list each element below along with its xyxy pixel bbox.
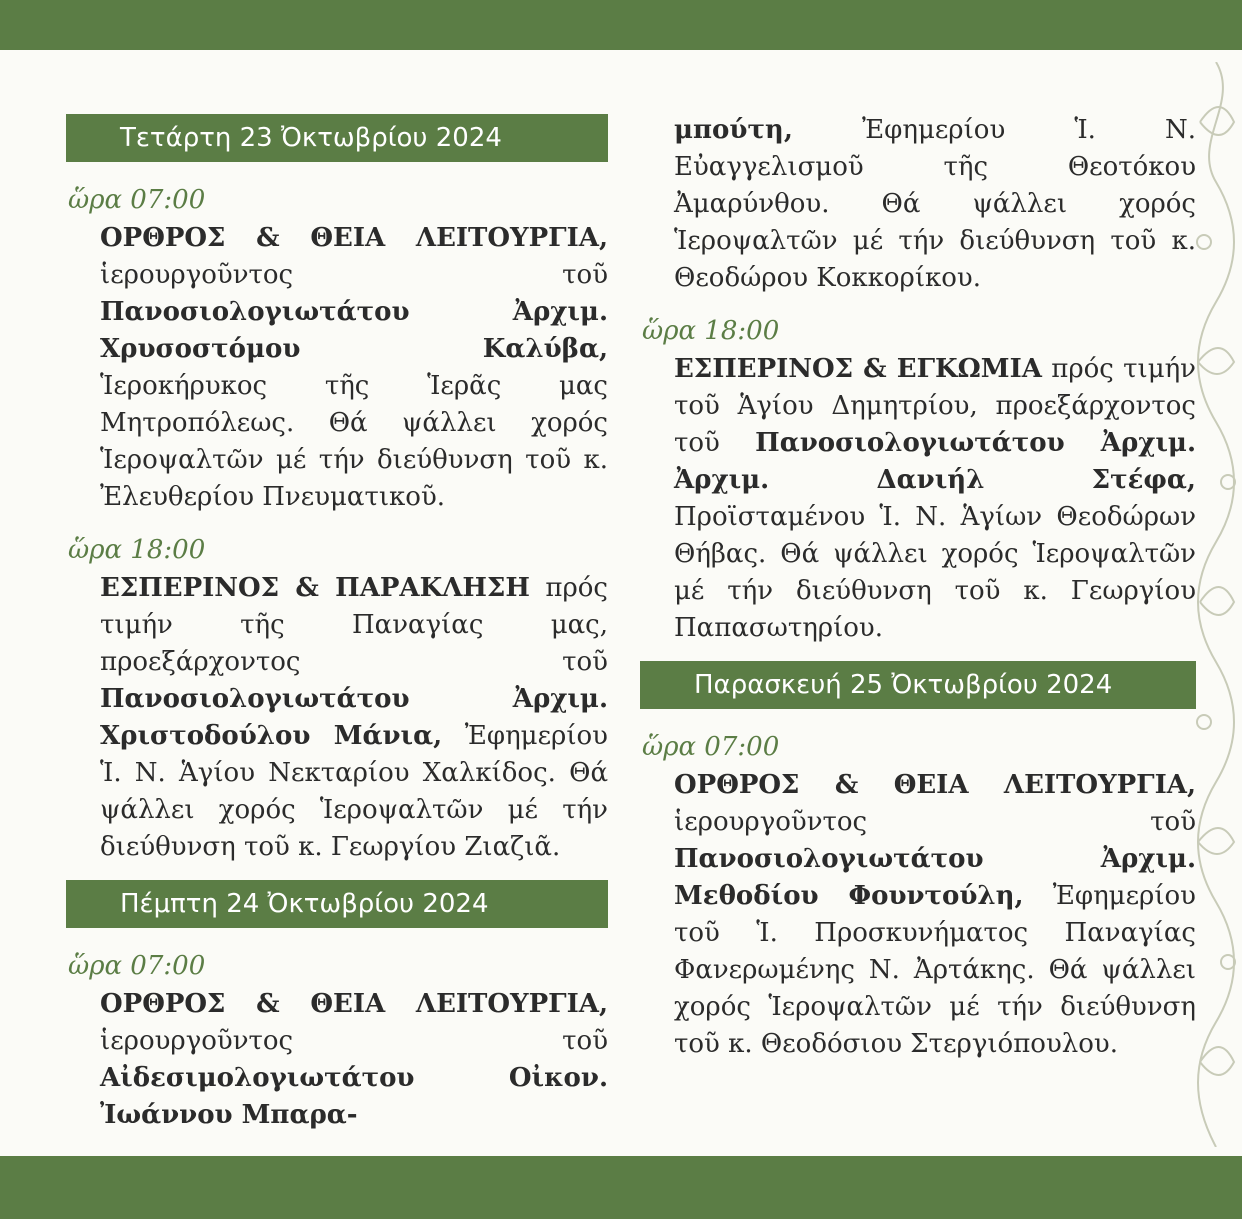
text: πρός τιμήν τοῦ Ἁγίου Δημητρίου, προεξάρχοντος τοῦ — [674, 354, 1196, 458]
text: Ἐφημερίου Ἱ. Ν. Εὐαγγελισμοῦ τῆς Θεοτόκου Ἀμαρύνθου. Θά ψάλλει χορός Ἱεροψαλτῶν μέ τήν διεύθυνση τοῦ κ. Θεοδώρου Κοκκορίκου. — [674, 115, 1196, 293]
service-time: ὥρα 18:00 — [642, 316, 780, 346]
service-title: ΕΣΠΕΡΙΝΟΣ & ΠΑΡΑΚΛΗΣΗ — [100, 573, 530, 603]
text: πρός τιμήν τῆς Παναγίας μας, προεξάρχοντος τοῦ — [100, 573, 608, 677]
bottom-green-band — [0, 1156, 1242, 1219]
celebrant-name: μπούτη, — [674, 115, 793, 145]
text: Ἱεροκήρυκος τῆς Ἱερᾶς μας Μητροπόλεως. Θά ψάλλει χορός Ἱεροψαλτῶν μέ τήν διεύθυνση τοῦ κ. Ἐλευθερίου Πνευματικοῦ. — [100, 371, 608, 512]
day-header-wednesday: Τετάρτη 23 Ὀκτωβρίου 2024 — [66, 114, 608, 162]
celebrant-name: Πανοσιολογιωτάτου Ἀρχιμ. Ἀρχιμ. Δανιήλ Στέφα, — [674, 428, 1196, 495]
text: Ἐφημερίου Ἱ. Ν. Ἁγίου Νεκταρίου Χαλκίδος. Θά ψάλλει χορός Ἱεροψαλτῶν μέ τήν διεύθυνση τοῦ κ. Γεωργίου Ζιαζιᾶ. — [100, 721, 608, 862]
celebrant-name: Πανοσιολογιωτάτου Ἀρχιμ. Μεθοδίου Φουντούλη, — [674, 844, 1196, 911]
right-column — [640, 114, 1196, 1063]
service-description — [100, 986, 608, 1134]
service-description — [100, 220, 608, 516]
celebrant-name: Πανοσιολογιωτάτου Ἀρχιμ. Χρυσοστόμου Καλύβα, — [100, 297, 608, 364]
service-time: ὥρα 07:00 — [68, 951, 206, 981]
day-header-thursday: Πέμπτη 24 Ὀκτωβρίου 2024 — [66, 880, 608, 928]
service-time: ὥρα 18:00 — [68, 535, 206, 565]
floral-ornament-border — [1190, 62, 1242, 1147]
top-green-band — [0, 0, 1242, 50]
left-column — [66, 114, 608, 1134]
service-time: ὥρα 07:00 — [68, 185, 206, 215]
text: ἱερουργοῦντος τοῦ — [100, 1026, 608, 1056]
day-header-friday: Παρασκευή 25 Ὀκτωβρίου 2024 — [640, 661, 1196, 709]
service-description-continued — [674, 112, 1196, 297]
service-description — [674, 767, 1196, 1063]
text: Ἐφημερίου τοῦ Ἱ. Προσκυνήματος Παναγίας Φανερωμένης Ν. Ἀρτάκης. Θά ψάλλει χορός Ἱεροψαλτῶν μέ τήν διεύθυνση τοῦ κ. Θεοδόσιου Στεργιόπουλου. — [674, 881, 1196, 1059]
text: ἱερουργοῦντος τοῦ — [100, 260, 608, 290]
service-title: ΟΡΘΡΟΣ & ΘΕΙΑ ΛΕΙΤΟΥΡΓΙΑ, — [674, 770, 1196, 800]
text: Προϊσταμένου Ἱ. Ν. Ἁγίων Θεοδώρων Θήβας. Θά ψάλλει χορός Ἱεροψαλτῶν μέ τήν διεύθυνση τοῦ κ. Γεωργίου Παπασωτηρίου. — [674, 502, 1196, 643]
celebrant-name: Αἰδεσιμολογιωτάτου Οἰκον. Ἰωάννου Μπαρα- — [100, 1063, 608, 1130]
service-description — [674, 351, 1196, 647]
celebrant-name: Πανοσιολογιωτάτου Ἀρχιμ. Χριστοδούλου Μάνια, — [100, 684, 608, 751]
service-description — [100, 570, 608, 866]
service-title: ΕΣΠΕΡΙΝΟΣ & ΕΓΚΩΜΙΑ — [674, 354, 1042, 384]
text: ἱερουργοῦντος τοῦ — [674, 807, 1196, 837]
service-title: ΟΡΘΡΟΣ & ΘΕΙΑ ΛΕΙΤΟΥΡΓΙΑ, — [100, 223, 608, 253]
service-title: ΟΡΘΡΟΣ & ΘΕΙΑ ΛΕΙΤΟΥΡΓΙΑ, — [100, 989, 608, 1019]
service-time: ὥρα 07:00 — [642, 732, 780, 762]
